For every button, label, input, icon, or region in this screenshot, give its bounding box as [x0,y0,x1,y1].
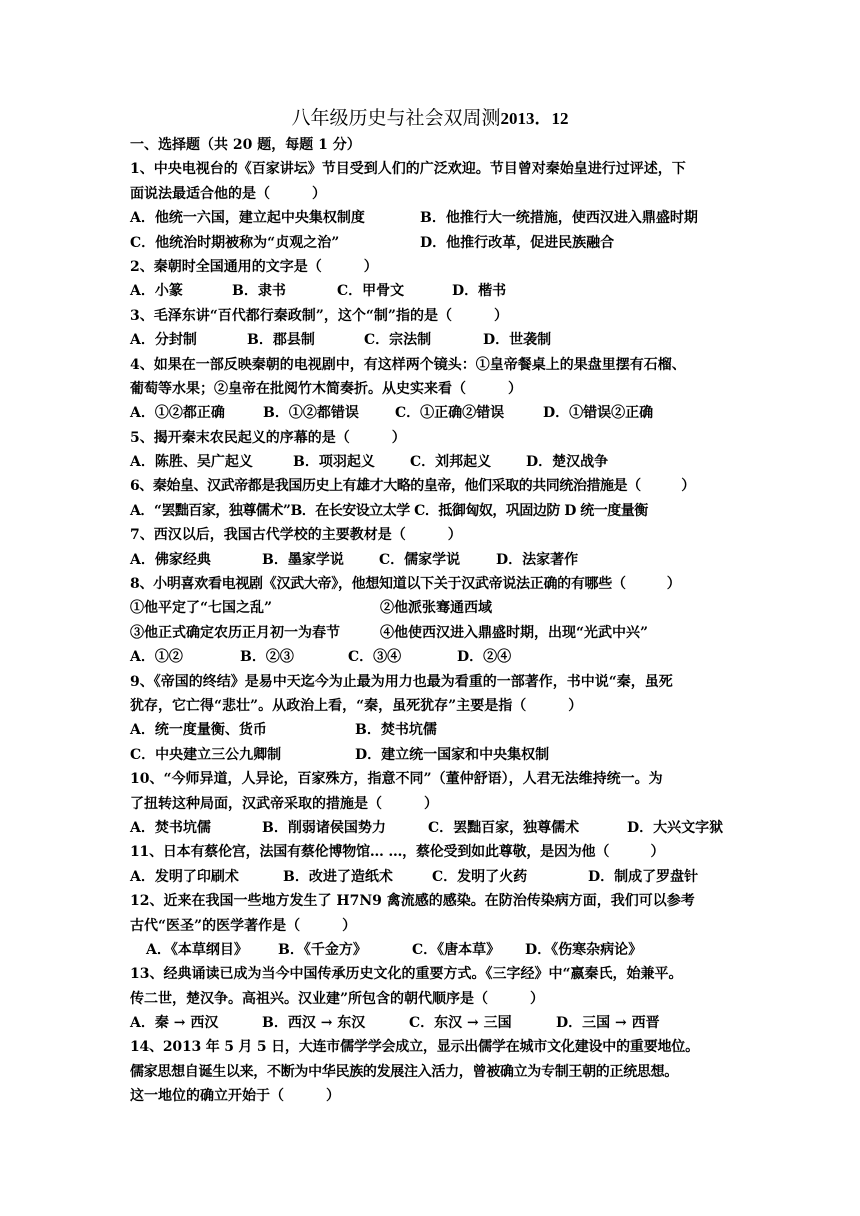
question-11-stem: 11、日本有蔡伦宫，法国有蔡伦博物馆… …，蔡伦受到如此尊敬，是因为他（ ） [130,844,665,861]
q9-option-d: D．建立统一国家和中央集权制 [355,746,550,763]
q13-option-c: C．东汉 → 三国 [409,1015,512,1032]
question-list [130,133,740,1109]
question-4-options [130,401,740,425]
q1-option-a: A．他统一六国，建立起中央集权制度 [130,210,365,227]
question-9-options-row2 [130,743,740,767]
q12-option-b: B．《千金方》 [278,941,367,958]
question-10-stem-line1: 10、“今师异道，人异论，百家殊方，指意不同”（董仲舒语），人君无法维持统一。为 [130,771,663,788]
question-6-stem: 6、秦始皇、汉武帝都是我国历史上有雄才大略的皇帝，他们采取的共同统治措施是（ ） [130,478,695,495]
question-9-options-row1 [130,718,740,742]
q9-option-b: B．焚书坑儒 [355,722,437,739]
q2-option-d: D．楷书 [452,283,507,300]
question-12-options [130,938,740,962]
q2-option-b: B．隶书 [232,283,286,300]
q2-option-c: C．甲骨文 [337,283,405,300]
q1-option-d: D．他推行改革，促进民族融合 [420,234,615,251]
question-12-stem-line2: 古代“医圣”的医学著作是（ ） [130,917,357,934]
q13-option-d: D．三国 → 西晋 [556,1015,660,1032]
q5-option-d: D．楚汉战争 [526,454,609,471]
q8-statement-1: ①他平定了“七国之乱” [130,600,273,617]
question-14-stem-line2: 儒家思想自诞生以来，不断为中华民族的发展注入活力，曾被确立为专制王朝的正统思想。 [130,1063,678,1080]
q5-option-c: C．刘邦起义 [410,454,492,471]
question-14-stem-line1: 14、2013 年 5 月 5 日，大连市儒学学会成立，显示出儒学在城市文化建设中的重要地位。 [130,1039,699,1056]
q7-option-a: A．佛家经典 [130,551,211,568]
question-14-stem-line3: 这一地位的确立开始于（ ） [130,1088,340,1105]
question-2-options [130,279,740,303]
question-7-options [130,548,740,572]
question-3-options [130,328,740,352]
q11-option-a: A．发明了印刷术 [130,868,239,885]
q9-option-a: A．统一度量衡、货币 [130,722,267,739]
question-2-stem: 2、秦朝时全国通用的文字是（ ） [130,258,378,275]
title-text: 八年级历史与社会双周测 [291,107,501,129]
question-6-options: A．“罢黜百家，独尊儒术”B．在长安设立太学 C．抵御匈奴，巩固边防 D 统一度量衡 [130,502,648,519]
q8-statement-3: ③他正式确定农历正月初一为春节 [130,624,340,641]
question-13-stem-line2: 传二世，楚汉争。高祖兴。汉业建”所包含的朝代顺序是（ ） [130,990,545,1007]
question-3-stem: 3、毛泽东讲“百代都行秦政制”，这个“制”指的是（ ） [130,307,508,324]
q8-option-c: C．③④ [348,649,402,666]
q9-option-c: C．中央建立三公九卿制 [130,746,282,763]
question-8-stem: 8、小明喜欢看电视剧《汉武大帝》，他想知道以下关于汉武帝说法正确的有哪些（ ） [130,576,681,593]
section-heading: 一、选择题（共 20 题，每题 1 分） [130,137,361,153]
q11-option-c: C．发明了火药 [432,868,528,885]
q1-option-c: C．他统治时期被称为“贞观之治” [130,234,340,251]
q12-option-d: D．《伤寒杂病论》 [525,941,643,958]
q5-option-a: A．陈胜、吴广起义 [130,454,253,471]
q8-option-b: B．②③ [240,649,294,666]
q8-option-d: D．②④ [457,649,512,666]
q12-option-c: C．《唐本草》 [412,941,501,958]
q5-option-b: B．项羽起义 [293,454,375,471]
q2-option-a: A．小篆 [130,283,183,300]
q10-option-c: C．罢黜百家，独尊儒术 [428,819,580,836]
q10-option-b: B．削弱诸侯国势力 [262,819,386,836]
q10-option-d: D．大兴文字狱 [627,819,724,836]
q11-option-b: B．改进了造纸术 [283,868,393,885]
q3-option-a: A．分封制 [130,332,197,349]
page-title [0,104,860,133]
q7-option-b: B．墨家学说 [262,551,344,568]
q1-option-b: B．他推行大一统措施，使西汉进入鼎盛时期 [420,210,698,227]
q4-option-d: D．①错误②正确 [543,405,654,422]
q3-option-c: C．宗法制 [364,332,432,349]
question-10-stem-line2: 了扭转这种局面，汉武帝采取的措施是（ ） [130,795,438,812]
question-5-stem: 5、揭开秦末农民起义的序幕的是（ ） [130,429,406,446]
q8-option-a: A．①② [130,649,183,666]
q7-option-c: C．儒家学说 [379,551,461,568]
q11-option-d: D．制成了罗盘针 [588,868,699,885]
question-13-options [130,1011,740,1035]
question-4-stem-line2: 葡萄等水果；②皇帝在批阅竹木简奏折。从史实来看（ ） [130,380,522,397]
q8-statement-4: ④他使西汉进入鼎盛时期，出现“光武中兴” [380,624,649,641]
question-4-stem-line1: 4、如果在一部反映秦朝的电视剧中，有这样两个镜头：①皇帝餐桌上的果盘里摆有石榴、 [130,356,686,373]
question-9-stem-line2: 犹存，它亡得“悲壮”。从政治上看，“秦，虽死犹存”主要是指（ ） [130,697,583,714]
question-5-options [130,450,740,474]
question-7-stem: 7、西汉以后，我国古代学校的主要教材是（ ） [130,527,462,544]
q3-option-d: D．世袭制 [483,332,552,349]
q4-option-a: A．①②都正确 [130,405,225,422]
title-date: 2013．12 [500,109,569,128]
q12-option-a: A．《本草纲目》 [146,941,248,958]
question-12-stem-line1: 12、近来在我国一些地方发生了 H7N9 禽流感的感染。在防治传染病方面，我们可以参考 [130,893,695,910]
question-10-options [130,816,740,840]
q8-statement-2: ②他派张骞通西域 [380,600,492,617]
q13-option-b: B．西汉 → 东汉 [262,1015,366,1032]
q4-option-b: B．①②都错误 [263,405,359,422]
question-8-statements-row1 [130,596,740,620]
question-8-options [130,645,740,669]
question-11-options [130,865,740,889]
q7-option-d: D．法家著作 [496,551,579,568]
q3-option-b: B．郡县制 [247,332,315,349]
question-1-options-row1 [130,206,740,230]
question-8-statements-row2 [130,621,740,645]
q13-option-a: A．秦 → 西汉 [130,1015,219,1032]
q10-option-a: A．焚书坑儒 [130,819,211,836]
q4-option-c: C．①正确②错误 [395,405,505,422]
question-9-stem-line1: 9、《帝国的终结》是易中天迄今为止最为用力也最为看重的一部著作，书中说“秦，虽死 [130,673,673,690]
question-1-options-row2 [130,231,740,255]
question-1-stem-line1: 1、中央电视台的《百家讲坛》节目受到人们的广泛欢迎。节目曾对秦始皇进行过评述，下 [130,161,686,178]
question-13-stem-line1: 13、经典诵读已成为当今中国传承历史文化的重要方式。《三字经》中“嬴秦氏，始兼平。 [130,966,683,983]
question-1-stem-line2: 面说法最适合他的是（ ） [130,185,326,202]
